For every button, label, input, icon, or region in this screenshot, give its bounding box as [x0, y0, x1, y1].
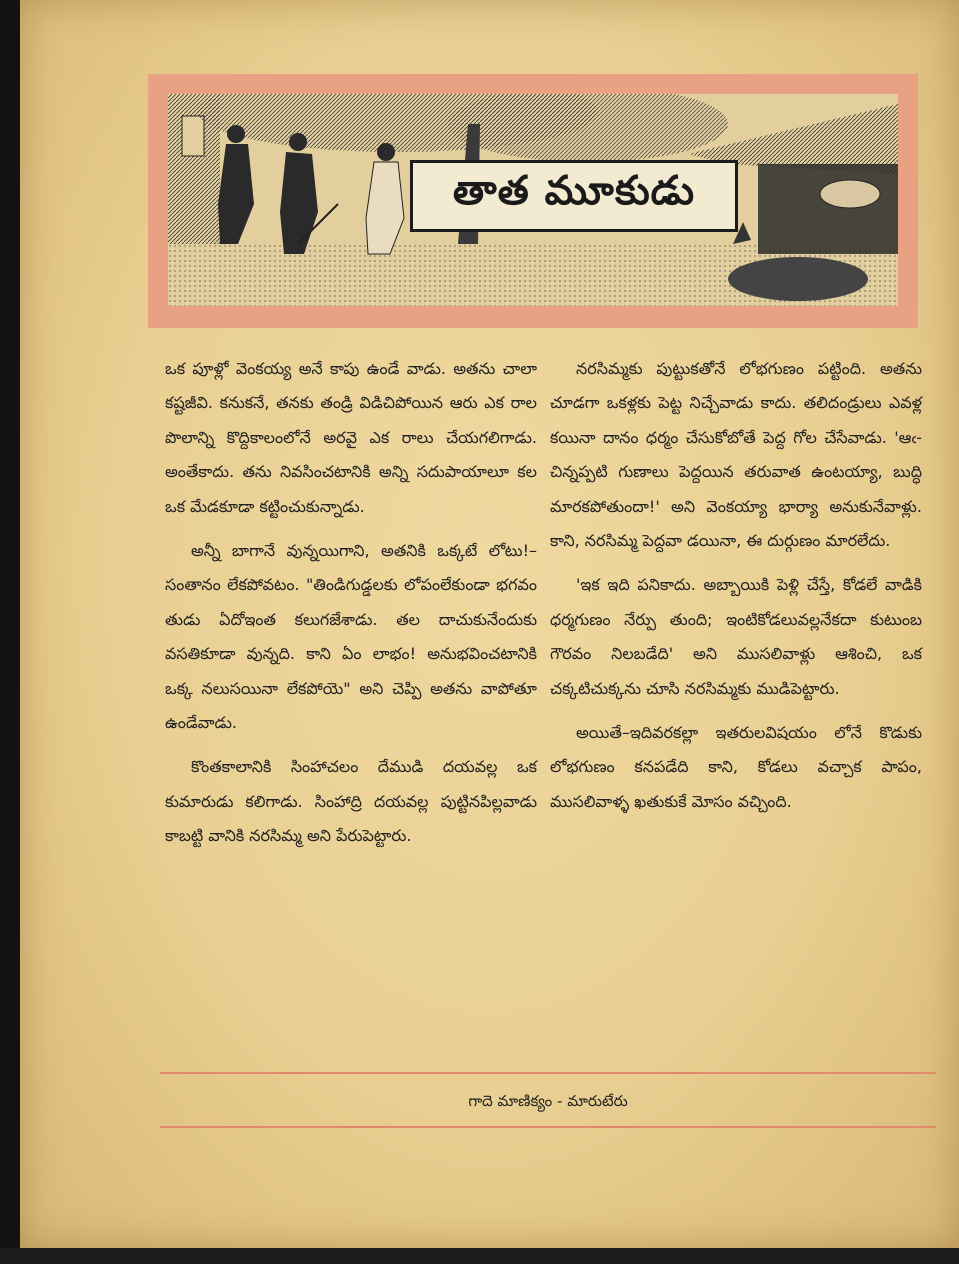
paragraph: 'ఇక ఇది పనికాదు. అబ్బాయికి పెళ్లి చేస్తే, కోడలే వాడికి ధర్మగుణం నేర్పు తుంది; ఇంటికోడలువల్లనేకదా కుటుంబ గౌరవం నిలబడేది' అని ముసలివాళ్లు ఆశించి, ఒక చక్కటిచుక్కను చూసి నరసిమ్మకు ముడిపెట్టారు.: [550, 575, 922, 698]
divider-bottom: [160, 1126, 936, 1128]
page-bottom-edge: [0, 1248, 959, 1264]
paragraph: అన్నీ బాగానే వున్నయిగాని, అతనికి ఒక్కటే లోటు!– సంతానం లేకపోవటం. "తిండిగుడ్డలకు లోపంలేకుండా భగవం తుడు ఏదోఇంత కలుగజేశాడు. తల దాచుకునేందుకు వసతికూడా వున్నది. కాని ఏం లాభం! అనుభవించటానికి ఒక్క నలుసయినా లేకపోయె" అని చెప్పి అతను వాపోతూ ఉండేవాడు.: [165, 541, 537, 733]
left-column: [165, 352, 537, 864]
byline: గాదె మాణిక్యం - మారుటేరు: [468, 1092, 628, 1110]
book-spine: [0, 0, 20, 1264]
paragraph: అయితే–ఇదివరకల్లా ఇతరులవిషయం లోనే కొడుకు లోభగుణం కనపడేది కాని, కోడలు వచ్చాక పాపం, ముసలివాళ్ళ ఖతుకుకే మోసం వచ్చింది.: [550, 723, 922, 811]
paragraph: నరసిమ్మకు పుట్టుకతోనే లోభగుణం పట్టింది. అతను చూడగా ఒకళ్లకు పెట్ట నిచ్చేవాడు కాదు. తలిదండ్రులు ఎవళ్ల కయినా దానం ధర్మం చేసుకోబోతే పెద్ద గోల చేసేవాడు. 'ఆఁ- చిన్నప్పటి గుణాలు పెద్దయిన తరువాత ఉంటయ్యా, బుద్ధి మారకపోతుందా!' అని వెంకయ్యా భార్యా అనుకునేవాళ్లు. కాని, నరసిమ్మ పెద్దవా డయినా, ఈ దుర్గుణం మారలేదు.: [550, 359, 922, 551]
paragraph: ఒక పూళ్లో వెంకయ్య అనే కాపు ఉండే వాడు. అతను చాలా కష్టజీవి. కనుకనే, తనకు తండ్రి విడిచిపోయిన ఆరు ఎక రాల పొలాన్ని కొద్దికాలంలోనే అరవై ఎక రాలు చేయగలిగాడు. అంతేకాదు. తను నివసించటానికి అన్ని సదుపాయాలూ కల ఒక మేడకూడా కట్టించుకున్నాడు.: [165, 359, 537, 516]
right-column: [550, 352, 922, 829]
divider-top: [160, 1072, 936, 1074]
paragraph: కొంతకాలానికి సింహాచలం దేముడి దయవల్ల ఒక కుమారుడు కలిగాడు. సింహాద్రి దయవల్ల పుట్టినపిల్లవాడు కాబట్టి వానికి నరసిమ్మ అని పేరుపెట్టారు.: [165, 757, 537, 846]
title-box: [410, 160, 738, 232]
story-title: తాత మూకుడు: [452, 168, 696, 214]
